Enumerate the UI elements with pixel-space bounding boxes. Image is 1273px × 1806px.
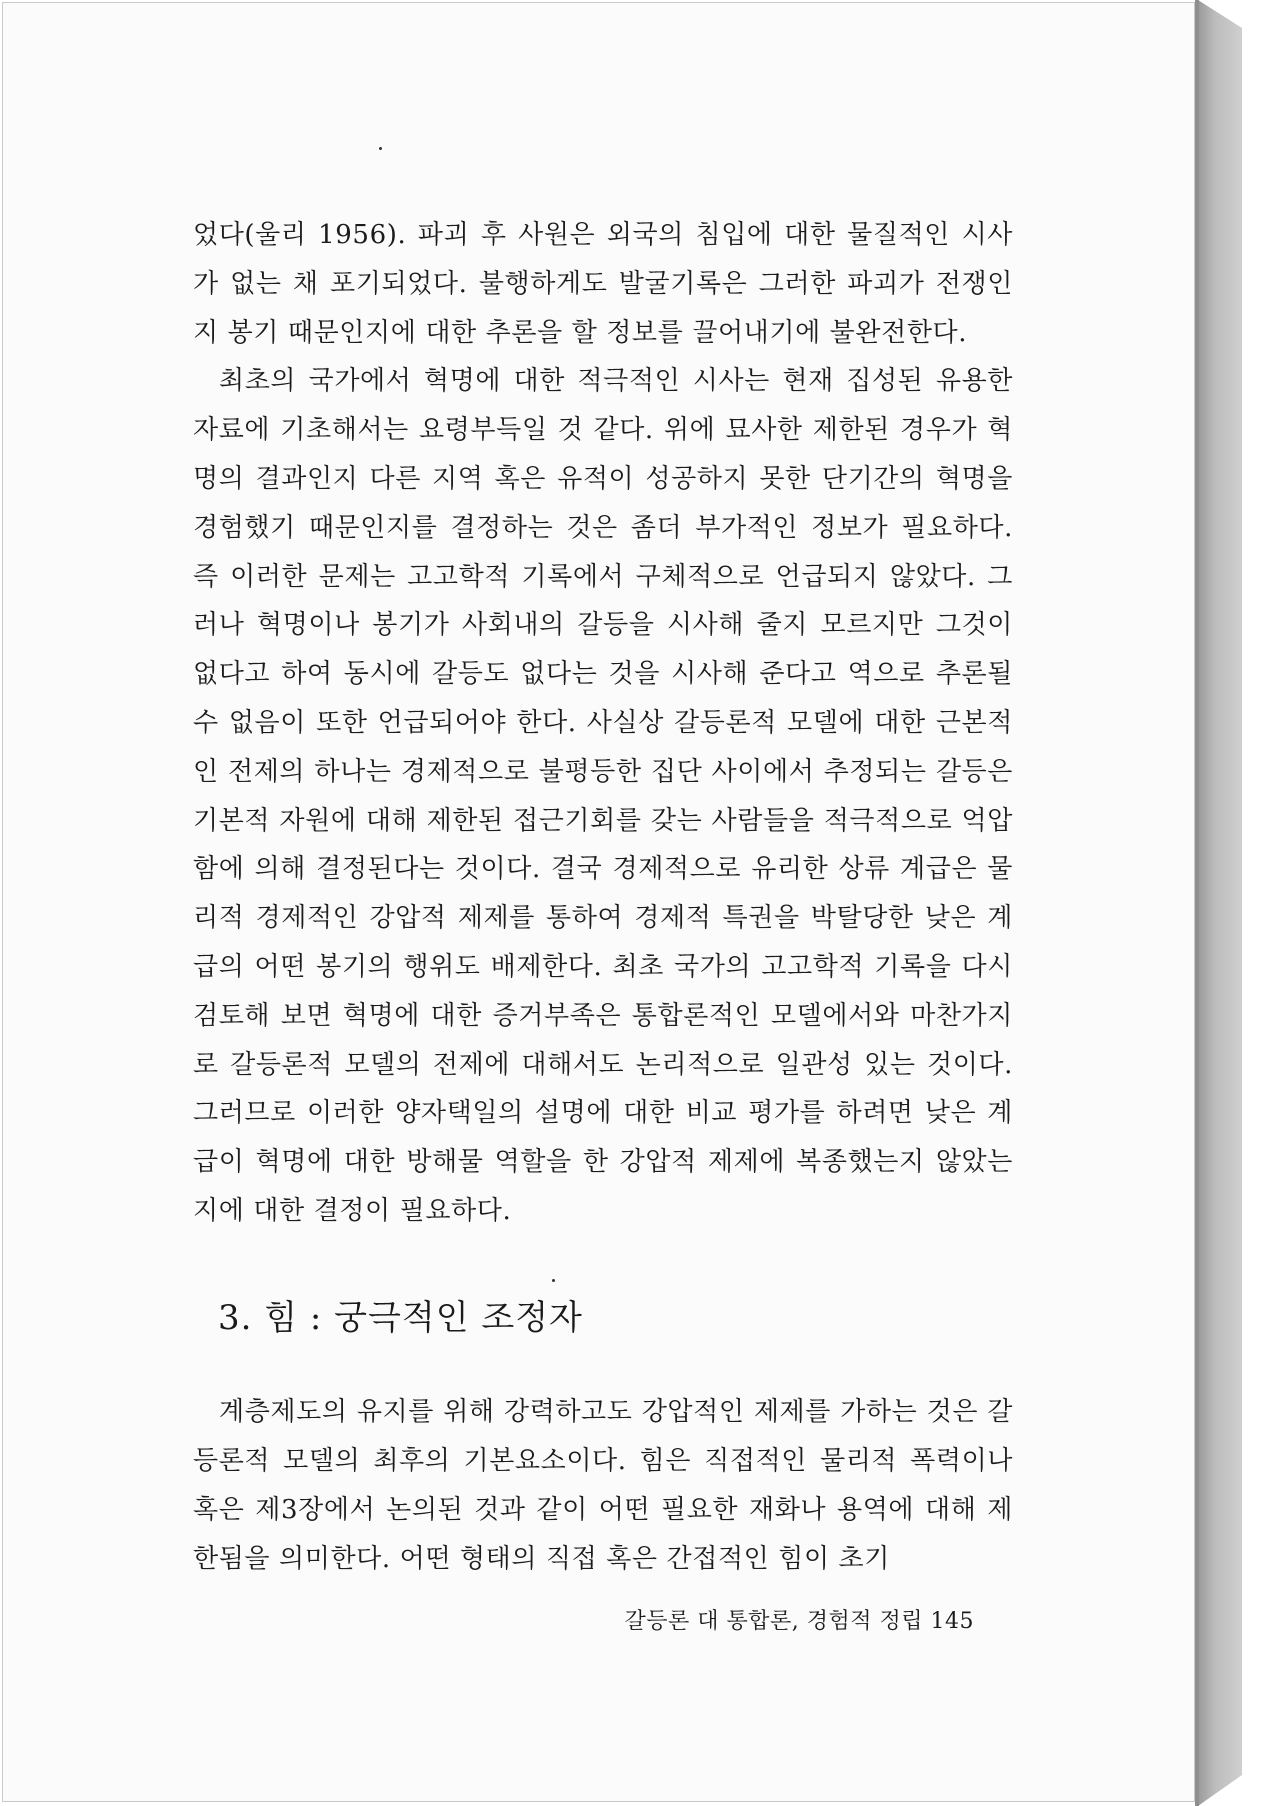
running-title: 갈등론 대 통합론, 경험적 정립 — [624, 1609, 923, 1634]
paragraph-continued: 었다(울리 1956). 파괴 후 사원은 외국의 침입에 대한 물질적인 시사가 없는 채 포기되었다. 불행하게도 발굴기록은 그러한 파괴가 전쟁인지 봉기 때문인지에 대한 추론을 할 정보를 끌어내기에 불완전한다. — [193, 220, 1013, 348]
book-spine-line — [1195, 0, 1199, 1806]
section-heading: 3. 힘 : 궁극적인 조정자 — [218, 1298, 583, 1338]
paragraph: 최초의 국가에서 혁명에 대한 적극적인 시사는 현재 집성된 유용한 자료에 기초해서는 요령부득일 것 같다. 위에 묘사한 제한된 경우가 혁명의 결과인지 다른 지역 혹은 유적이 성공하지 못한 단기간의 혁명을 경험했기 때문인지를 결정하는 것은 좀더 부가적인 정보가 필요하다. 즉 이러한 문제는 고고학적 기록에서 구체적으로 언급되지 않았다. 그러나 혁명이나 봉기가 사회내의 갈등을 시사해 줄지 모르지만 그것이 없다고 하여 동시에 갈등도 없다는 것을 시사해 준다고 역으로 추론될 수 없음이 또한 언급되어야 한다. 사실상 갈등론적 모델에 대한 근본적인 전제의 하나는 경제적으로 불평등한 집단 사이에서 추정되는 갈등은 기본적 자원에 대해 제한된 접근기회를 갖는 사람들을 적극적으로 억압함에 의해 결정된다는 것이다. 결국 경제적으로 유리한 상류 계급은 물리적 경제적인 강압적 제제를 통하여 경제적 특권을 박탈당한 낮은 계급의 어떤 봉기의 행위도 배제한다. 최초 국가의 고고학적 기록을 다시 검토해 보면 혁명에 대한 증거부족은 통합론적인 모델에서와 마찬가지로 갈등론적 모델의 전제에 대해서도 논리적으로 일관성 있는 것이다. 그러므로 이러한 양자택일의 설명에 대한 비교 평가를 하려면 낮은 계급이 혁명에 대한 방해물 역할을 한 강압적 제제에 복종했는지 않았는지에 대한 결정이 필요하다. — [193, 366, 1013, 1226]
page-footer — [625, 1604, 975, 1635]
body-text — [193, 211, 1013, 1236]
book-page — [2, 2, 1195, 1802]
page-number: 145 — [930, 1609, 974, 1634]
scan-speck — [379, 147, 382, 150]
paragraph: 계층제도의 유지를 위해 강력하고도 강압적인 제제를 가하는 것은 갈등론적 모델의 최후의 기본요소이다. 힘은 직접적인 물리적 폭력이나 혹은 제3장에서 논의된 것과 같이 어떤 필요한 재화나 용역에 대해 제한됨을 의미한다. 어떤 형태의 직접 혹은 간접적인 힘이 초기 — [193, 1397, 1013, 1574]
section-body — [193, 1388, 1013, 1584]
book-page-edge — [1198, 0, 1242, 1806]
scan-speck — [552, 1279, 555, 1282]
